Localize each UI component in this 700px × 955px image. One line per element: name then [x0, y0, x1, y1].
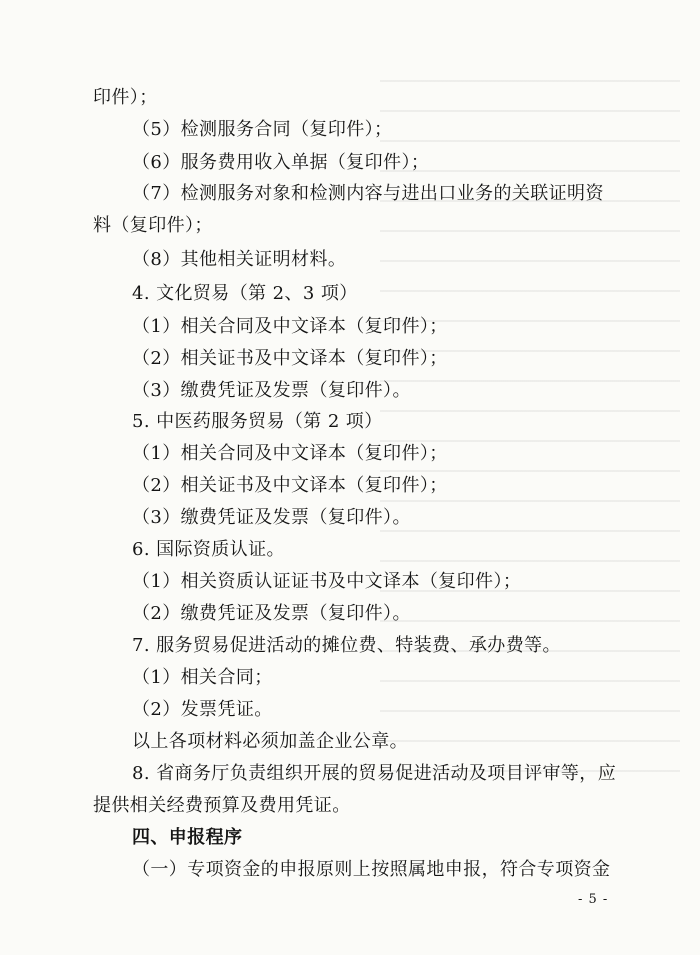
text-line: （2）相关证书及中文译本（复印件）；: [132, 348, 448, 369]
text-line: （2）发票凭证。: [132, 699, 273, 720]
text-line: （5）检测服务合同（复印件）；: [132, 119, 393, 140]
text-line: （1）相关合同及中文译本（复印件）；: [132, 316, 448, 337]
text-line: 7. 服务贸易促进活动的摊位费、特装费、承办费等。: [132, 635, 561, 656]
text-line: 6. 国际资质认证。: [132, 539, 285, 560]
text-line: （3）缴费凭证及发票（复印件）。: [132, 507, 411, 528]
text-line: （6）服务费用收入单据（复印件）；: [132, 152, 430, 173]
text-line: 以上各项材料必须加盖企业公章。: [132, 731, 408, 752]
text-line: 提供相关经费预算及费用凭证。: [93, 795, 351, 816]
text-line: （2）相关证书及中文译本（复印件）；: [132, 475, 448, 496]
text-line: 料（复印件）；: [93, 215, 213, 236]
text-line: （7）检测服务对象和检测内容与进出口业务的关联证明资: [132, 183, 604, 204]
section-heading: 四、申报程序: [132, 827, 243, 848]
text-line: （一）专项资金的申报原则上按照属地申报，符合专项资金: [132, 859, 611, 880]
text-line: （1）相关合同；: [132, 667, 273, 688]
text-line: （1）相关资质认证证书及中文译本（复印件）；: [132, 571, 522, 592]
text-line: （1）相关合同及中文译本（复印件）；: [132, 443, 448, 464]
text-line: 8. 省商务厅负责组织开展的贸易促进活动及项目评审等，应: [132, 763, 617, 784]
text-line: 5. 中医药服务贸易（第 2 项）: [132, 411, 383, 432]
page-number: - 5 -: [578, 892, 609, 907]
text-line: （8）其他相关证明材料。: [132, 249, 347, 270]
text-line: 4. 文化贸易（第 2、3 项）: [132, 283, 358, 304]
text-line: 印件）；: [93, 87, 158, 108]
text-line: （2）缴费凭证及发票（复印件）。: [132, 603, 411, 624]
text-line: （3）缴费凭证及发票（复印件）。: [132, 380, 411, 401]
